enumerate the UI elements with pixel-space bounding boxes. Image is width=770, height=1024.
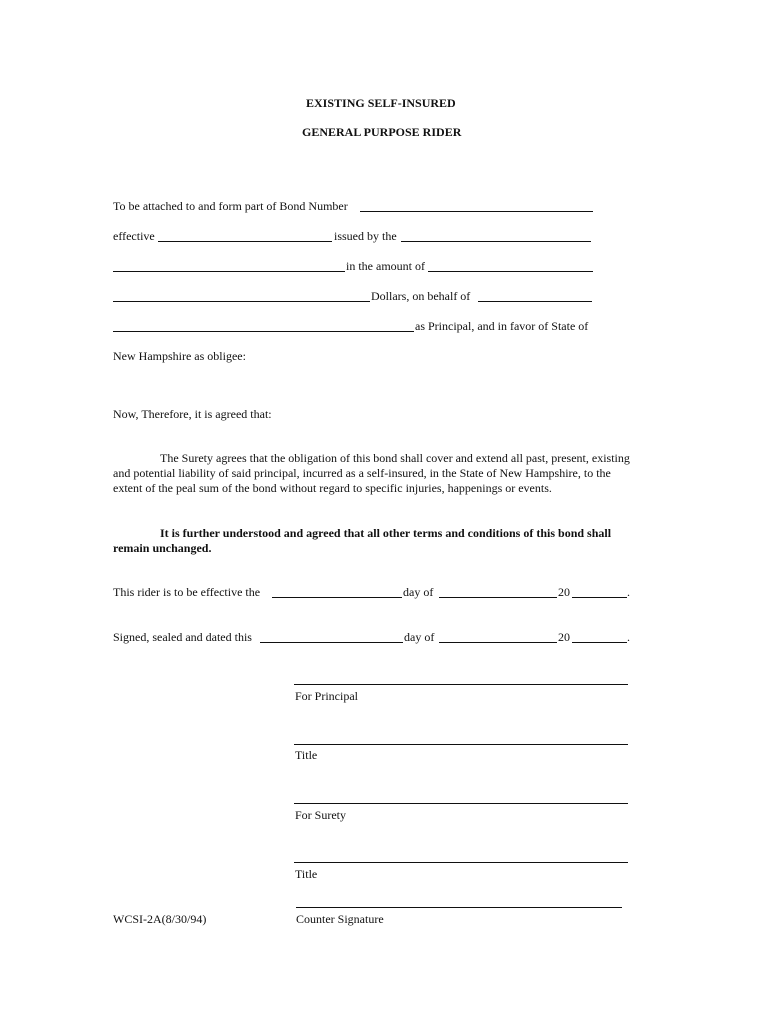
for-surety-label: For Surety <box>295 808 346 822</box>
rider-effective-month-field[interactable] <box>439 597 557 598</box>
surety-paragraph-line2: and potential liability of said principal, incurred as a self-insured, in the State of New Hampshire, to the <box>113 466 611 480</box>
surety-title-line[interactable] <box>294 862 628 863</box>
behalf-of-field[interactable] <box>478 301 592 302</box>
signed-year-field[interactable] <box>572 642 627 643</box>
surety-paragraph-line1: The Surety agrees that the obligation of this bond shall cover and extend all past, present, existing <box>160 451 630 465</box>
surety-paragraph-line3: extent of the peal sum of the bond without regard to specific injuries, happenings or events. <box>113 481 552 495</box>
form-code: WCSI-2A(8/30/94) <box>113 912 207 926</box>
bond-number-field[interactable] <box>360 211 593 212</box>
rider-effective-year-field[interactable] <box>572 597 627 598</box>
terms-paragraph-line2: remain unchanged. <box>113 541 212 555</box>
effective-label: effective <box>113 229 155 243</box>
agreement-intro: Now, Therefore, it is agreed that: <box>113 407 272 421</box>
rider-year-prefix: 20 <box>558 585 570 599</box>
amount-field[interactable] <box>428 271 593 272</box>
dollars-label: Dollars, on behalf of <box>371 289 471 303</box>
principal-signature-line[interactable] <box>294 684 628 685</box>
bond-number-label: To be attached to and form part of Bond Number <box>113 199 348 213</box>
dollars-amount-field[interactable] <box>113 301 370 302</box>
surety-name-field[interactable] <box>113 271 345 272</box>
principal-title-line[interactable] <box>294 744 628 745</box>
signed-day-of-label: day of <box>404 630 435 644</box>
surety-title-label: Title <box>295 867 318 881</box>
obligee-label: New Hampshire as obligee: <box>113 349 246 363</box>
counter-signature-line[interactable] <box>296 907 622 908</box>
rider-period: . <box>627 585 630 599</box>
signed-month-field[interactable] <box>439 642 557 643</box>
for-principal-label: For Principal <box>295 689 358 703</box>
signed-label: Signed, sealed and dated this <box>113 630 252 644</box>
rider-effective-day-field[interactable] <box>272 597 402 598</box>
doc-title-line2: GENERAL PURPOSE RIDER <box>302 125 462 139</box>
signed-period: . <box>627 630 630 644</box>
principal-label: as Principal, and in favor of State of <box>415 319 589 333</box>
rider-effective-label: This rider is to be effective the <box>113 585 261 599</box>
surety-signature-line[interactable] <box>294 803 628 804</box>
rider-day-of-label: day of <box>403 585 434 599</box>
issuer-field[interactable] <box>401 241 591 242</box>
amount-label: in the amount of <box>346 259 425 273</box>
issued-by-label: issued by the <box>334 229 397 243</box>
principal-title-label: Title <box>295 748 318 762</box>
counter-signature-label: Counter Signature <box>296 912 384 926</box>
effective-date-field[interactable] <box>158 241 332 242</box>
principal-name-field[interactable] <box>113 331 414 332</box>
signed-day-field[interactable] <box>260 642 403 643</box>
terms-paragraph-line1: It is further understood and agreed that all other terms and conditions of this bond shall <box>160 526 612 540</box>
doc-title-line1: EXISTING SELF-INSURED <box>306 96 456 110</box>
signed-year-prefix: 20 <box>558 630 570 644</box>
